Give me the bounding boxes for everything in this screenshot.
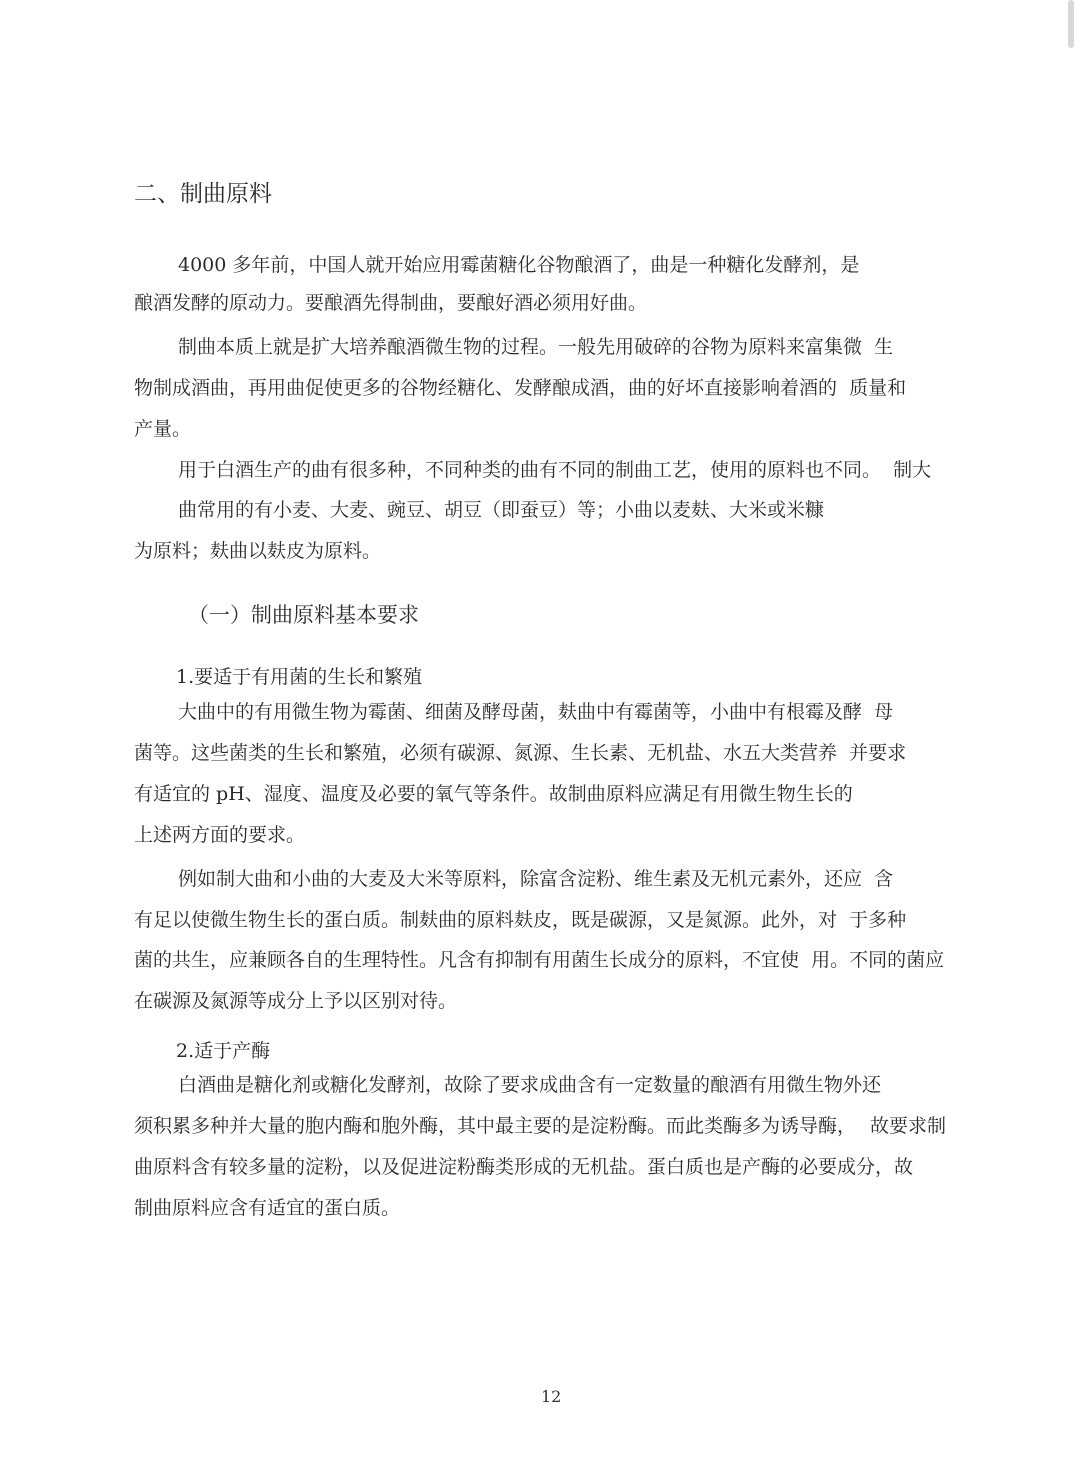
item1-para1-line-2: 菌等。这些菌类的生长和繁殖，必须有碳源、氮源、生长素、无机盐、水五大类营养 并要求 <box>134 742 907 764</box>
item1-heading: 1.要适于有用菌的生长和繁殖 <box>176 666 423 688</box>
types-line-2: 曲常用的有小麦、大麦、豌豆、胡豆（即蚕豆）等；小曲以麦麸、大米或米糠 <box>178 499 825 521</box>
item1-para2-line-3: 菌的共生，应兼顾各自的生理特性。凡含有抑制有用菌生长成分的原料，不宜使 用。不同的菌应 <box>134 949 945 971</box>
item2-para-line-2a: 须积累多种并大量的胞内酶和胞外酶，其中最主要的是淀粉酶。而此类酶多为诱导酶， <box>134 1115 857 1137</box>
item2-para-line-3: 曲原料含有较多量的淀粉，以及促进淀粉酶类形成的无机盐。蛋白质也是产酶的必要成分，故 <box>134 1156 914 1178</box>
types-line-1: 用于白酒生产的曲有很多种，不同种类的曲有不同的制曲工艺，使用的原料也不同。 制大 <box>178 459 932 481</box>
item1-para1-line-1: 大曲中的有用微生物为霉菌、细菌及酵母菌，麸曲中有霉菌等，小曲中有根霉及酵 母 <box>178 701 894 723</box>
types-line-3: 为原料；麸曲以麸皮为原料。 <box>134 540 382 562</box>
essence-line-1: 制曲本质上就是扩大培养酿酒微生物的过程。一般先用破碎的谷物为原料来富集微 生 <box>178 336 894 358</box>
intro-line-2: 酿酒发酵的原动力。要酿酒先得制曲，要酿好酒必须用好曲。 <box>134 292 648 314</box>
item1-para2-line-2: 有足以使微生物生长的蛋白质。制麸曲的原料麸皮，既是碳源，又是氮源。此外，对 于多种 <box>134 909 907 931</box>
item1-para2-line-4: 在碳源及氮源等成分上予以区别对待。 <box>134 990 458 1012</box>
item2-para-line-4: 制曲原料应含有适宜的蛋白质。 <box>134 1197 401 1219</box>
essence-line-3: 产量。 <box>134 418 192 440</box>
page-number: 12 <box>541 1387 562 1406</box>
section-title: 二、制曲原料 <box>134 181 272 207</box>
essence-line-2: 物制成酒曲，再用曲促使更多的谷物经糖化、发酵酿成酒，曲的好坏直接影响着酒的 质量和 <box>134 377 907 399</box>
subsection-title: （一）制曲原料基本要求 <box>188 603 419 627</box>
item1-para1-line-3: 有适宜的 pH、湿度、温度及必要的氧气等条件。故制曲原料应满足有用微生物生长的 <box>134 783 853 805</box>
item1-para1-line-4: 上述两方面的要求。 <box>134 824 306 846</box>
scrollbar-thumb[interactable] <box>1068 0 1074 48</box>
intro-line-1: 4000 多年前，中国人就开始应用霉菌糖化谷物酿酒了，曲是一种糖化发酵剂，是 <box>178 254 860 276</box>
item2-para-line-2b: 故要求制 <box>870 1115 947 1137</box>
item2-heading: 2.适于产酶 <box>176 1040 271 1062</box>
item1-para2-line-1: 例如制大曲和小曲的大麦及大米等原料，除富含淀粉、维生素及无机元素外，还应 含 <box>178 868 894 890</box>
item2-para-line-1: 白酒曲是糖化剂或糖化发酵剂，故除了要求成曲含有一定数量的酿酒有用微生物外还 <box>178 1074 882 1096</box>
